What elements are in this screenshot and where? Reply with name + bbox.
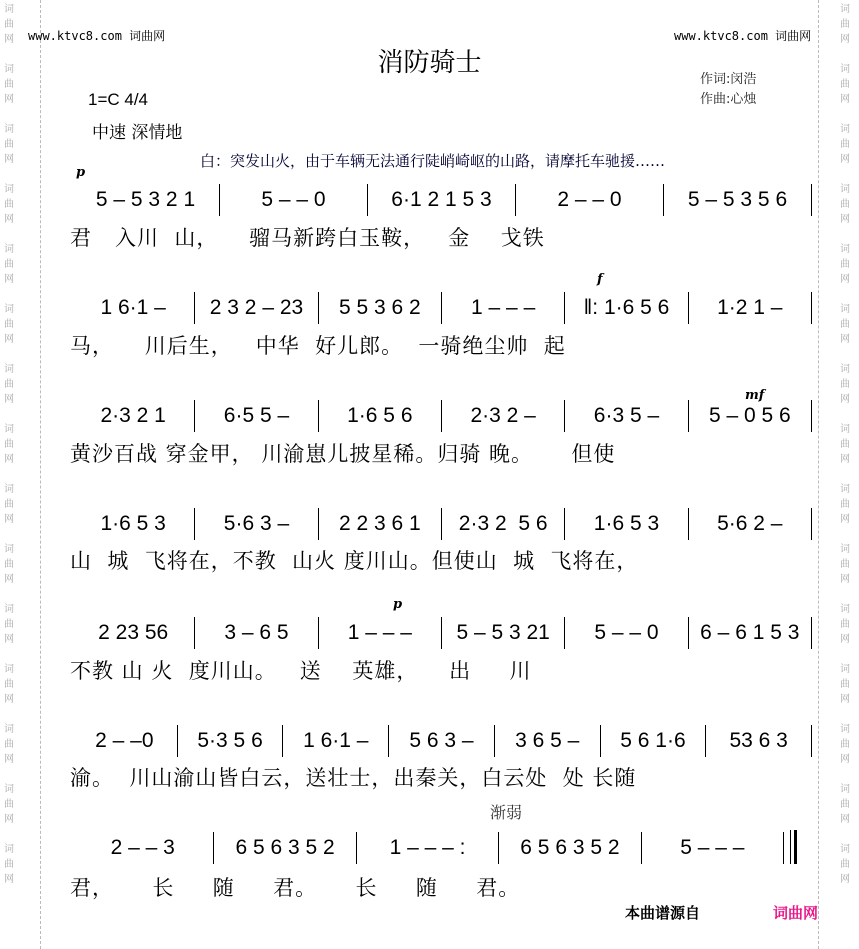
site-link-right[interactable]: www.ktvc8.com 词曲网	[674, 29, 812, 43]
measure: 6 5 6 3 5 2	[520, 836, 620, 859]
measure: 2 – – 0	[557, 188, 622, 211]
measure: 1 – – –	[471, 296, 536, 319]
dynamic-p-2: p	[393, 597, 403, 612]
barline	[811, 184, 812, 216]
measure: 5·6 2 –	[717, 512, 783, 535]
measure: 1·6 5 6	[347, 404, 413, 427]
measure: 5 5 3 6 2	[338, 296, 421, 319]
diminuendo-marking: 渐弱	[490, 803, 523, 822]
song-title: 消防骑士	[377, 48, 482, 78]
watermark-right: 词 曲 网 词 曲 网 词 曲 网 词 曲 网 词 曲 网 词 曲 网 词 曲 网 词 曲 网 词 曲 网 词 曲 网 词 曲 网 词 曲 网 词 曲 网 词 曲 网 词 曲 网	[840, 4, 850, 885]
measure: 5·3 5 6	[197, 729, 263, 752]
lyrics-line: 山 城 飞将在，不教 山火 度川山。但使山 城 飞将在，	[70, 549, 639, 573]
measure: 5 6 1·6	[620, 729, 686, 752]
notation-line	[72, 184, 812, 216]
measure: 2 – –0	[95, 729, 154, 752]
measure: 1·6 5 3	[100, 512, 166, 535]
key-signature: 1=C 4/4	[88, 90, 149, 109]
measure: 3 – 6 5	[224, 621, 289, 644]
dynamic-mf: mf	[745, 388, 765, 403]
measure: 5 – – 0	[594, 621, 659, 644]
barline	[811, 508, 812, 540]
source-site-link[interactable]: 词曲网	[773, 904, 819, 922]
measure: 6 – 6 1 5 3	[700, 621, 800, 644]
lyrics-line: 君 入川 山， 骝马新跨白玉鞍， 金 戈铁	[70, 226, 545, 250]
barline	[811, 400, 812, 432]
measure: 1 – – – :	[389, 836, 466, 859]
notation-line	[72, 292, 812, 324]
barline	[811, 725, 812, 757]
measure: 5 6 3 –	[409, 729, 474, 752]
lyrics-line: 马， 川后生， 中华 好儿郎。 一骑绝尘帅 起	[70, 334, 566, 358]
lyrics-line: 不教 山 火 度川山。 送 英雄， 出 川	[70, 659, 532, 683]
final-barline	[790, 830, 797, 864]
barline	[811, 617, 812, 649]
dynamic-p: p	[76, 165, 86, 180]
measure: 5·6 3 –	[223, 512, 290, 535]
measure: 5 – 5 3 5 6	[687, 188, 788, 211]
measure: 1 6·1 –	[100, 296, 166, 319]
measure: 6·5 5 –	[223, 404, 290, 427]
lyrics-line: 黄沙百战 穿金甲， 川渝崽儿披星稀。归骑 晚。 但使	[70, 442, 616, 466]
measure: 5 – 0 5 6	[708, 404, 791, 427]
right-border	[818, 0, 819, 949]
notation-line	[72, 400, 812, 432]
measure: 1 – – –	[347, 621, 412, 644]
measure: 5 – – –	[680, 836, 745, 859]
notation-line	[72, 725, 812, 757]
lyrics-line: 渝。 川山渝山皆白云，送壮士，出秦关，白云处 处 长随	[70, 766, 637, 790]
measure: 6·1 2 1 5 3	[391, 188, 492, 211]
barline	[811, 292, 812, 324]
measure: ‖: 1·6 5 6	[583, 296, 670, 319]
measure: 3 6 5 –	[515, 729, 580, 752]
notation-line	[72, 832, 784, 864]
site-link-left[interactable]: www.ktvc8.com 词曲网	[28, 29, 166, 43]
measure: 5 – – 0	[261, 188, 326, 211]
lyricist: 作词:闵浩	[700, 72, 757, 87]
source-label: 本曲谱源自	[625, 904, 701, 922]
measure: 2 – – 3	[110, 836, 175, 859]
measure: 5 – 5 3 2 1	[95, 188, 196, 211]
measure: 1·6 5 3	[593, 512, 660, 535]
measure: 2 3 2 – 23	[209, 296, 304, 319]
measure: 5 – 5 3 21	[456, 621, 550, 644]
measure: 2·3 2 5 6	[458, 512, 548, 535]
measure: 2·3 2 1	[100, 404, 166, 427]
left-border	[40, 0, 41, 949]
measure: 1·2 1 –	[717, 296, 783, 319]
measure: 53 6 3	[729, 729, 788, 752]
watermark-left: 词 曲 网 词 曲 网 词 曲 网 词 曲 网 词 曲 网 词 曲 网 词 曲 网 词 曲 网 词 曲 网 词 曲 网 词 曲 网 词 曲 网 词 曲 网 词 曲 网 词 曲 网	[4, 4, 14, 885]
measure: 1 6·1 –	[303, 729, 369, 752]
measure: 6 5 6 3 5 2	[235, 836, 335, 859]
lyrics-line: 君， 长 随 君。 长 随 君。	[70, 876, 521, 900]
dynamic-f: f	[597, 272, 603, 287]
measure: 2 23 56	[98, 621, 169, 644]
measure: 2·3 2 –	[470, 404, 536, 427]
tempo-marking: 中速 深情地	[92, 123, 183, 143]
composer: 作曲:心烛	[700, 92, 757, 107]
measure: 6·3 5 –	[593, 404, 660, 427]
measure: 2 2 3 6 1	[338, 512, 421, 535]
barline	[783, 832, 784, 864]
spoken-intro: 白：突发山火，由于车辆无法通行陡峭崎岖的山路，请摩托车驰援……	[200, 152, 666, 170]
notation-line	[72, 508, 812, 540]
notation-line	[72, 617, 812, 649]
